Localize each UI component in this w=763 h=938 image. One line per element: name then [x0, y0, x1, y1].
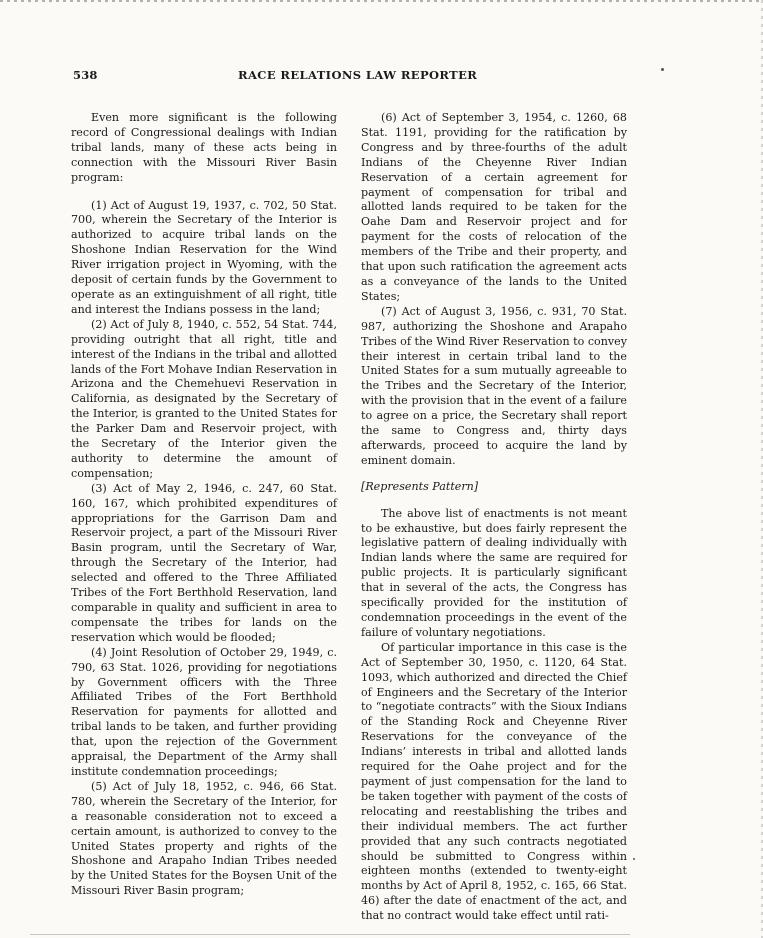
act-item-2: (2) Act of July 8, 1940, c. 552, 54 Stat. 744, providing outright that all right, title and interest of the Indians in the tribal and allotted lands of the Fort Mohave Indian Reservation in Arizona and the Chemehuevi Reservation in California, as designated by the Secretary of the Interior, is granted to the United States for the Parker Dam and Reservoir project, with the Secretary of the Interior given the authority to determine the amount of compensation; — [71, 317, 337, 480]
act-item-3: (3) Act of May 2, 1946, c. 247, 60 Stat. 160, 167, which prohibited expenditures of appropriations for the Garrison Dam and Reservoir project, a part of the Missouri River Basin program, until the Secretary of War, through the Secretary of the Interior, had selected and offered to the Three Affiliated Tribes of the Fort Berthhold Reservation, land comparable in quality and sufficient in area to compensate the tribes for lands on the reservation which would be flooded; — [71, 481, 337, 644]
body-paragraph: Of particular importance in this case is the Act of September 30, 1950, c. 1120, 64 Stat. 1093, which authorized and directed the Chief of Engineers and the Secretary of the Interior to “negotiate contracts” with the Sioux Indians of the Standing Rock and Cheyenne River Reservations for the conveyance of the Indians’ interests in tribal and allotted lands required for the Oahe project and for the payment of just compensation for the land to be taken together with payment of the costs of relocating and reestablishing the tribes and their individual members. The act further provided that any such contracts negotiated should be submitted to Congress within eighteen months (extended to twenty-eight months by Act of April 8, 1952, c. 165, 66 Stat. 46) after the date of enactment of the act, and that no contract would take effect until rati- — [361, 640, 627, 923]
act-item-7: (7) Act of August 3, 1956, c. 931, 70 Stat. 987, authorizing the Shoshone and Arapaho Tribes of the Wind River Reservation to convey their interest in certain tribal land to the United States for a sum mutually agreeable to the Tribes and the Secretary of the Interior, with the provision that in the event of a failure to agree on a price, the Secretary shall report the same to Congress and, thirty days afterwards, proceed to acquire the land by eminent domain. — [361, 304, 627, 467]
right-column — [361, 111, 627, 924]
act-item-6: (6) Act of September 3, 1954, c. 1260, 68 Stat. 1191, providing for the ratification by Congress and by three-fourths of the adult Indians of the Cheyenne River Indian Reservation of a certain agreement for payment of compensation for tribal and allotted lands required to be taken for the Oahe Dam and Reservoir project and for payment for the costs of relocation of the members of the Tribe and their property, and that upon such ratification the agreement acts as a conveyance of the lands to the United States; — [361, 111, 627, 303]
page-header — [73, 68, 633, 84]
act-item-1: (1) Act of August 19, 1937, c. 702, 50 Stat. 700, wherein the Secretary of the Interior is authorized to acquire tribal lands on the Shoshone Indian Reservation for the Wind River irrigation project in Wyoming, with the deposit of certain funds by the Government to operate as an extinguishment of all right, title and interest the Indians possess in the land; — [71, 198, 337, 316]
scan-speck — [633, 858, 635, 860]
act-item-5: (5) Act of July 18, 1952, c. 946, 66 Stat. 780, wherein the Secretary of the Interior, for a reasonable consideration not to exceed a certain amount, is authorized to convey to the United States property and rights of the Shoshone and Arapaho Indian Tribes needed by the United States for the Boysen Unit of the Missouri River Basin program; — [71, 779, 337, 898]
body-paragraph: The above list of enactments is not meant to be exhaustive, but does fairly represent the legislative pattern of dealing individually with Indian lands where the same are required for public projects. It is particularly significant that in several of the acts, the Congress has specifically provided for the institution of condemnation proceedings in the event of the failure of voluntary negotiations. — [361, 506, 627, 639]
intro-paragraph: Even more significant is the following record of Congressional dealings with Indian tribal lands, many of these acts being in connection with the Missouri River Basin program: — [71, 111, 337, 184]
page-edge-top — [0, 0, 763, 2]
section-subheading: [Represents Pattern] — [361, 479, 479, 493]
act-item-4: (4) Joint Resolution of October 29, 1949, c. 790, 63 Stat. 1026, providing for negotiations by Government officers with the Three Affiliated Tribes of the Fort Berthhold Reservation for payments for allotted and tribal lands to be taken, and further providing that, upon the rejection of the Government appraisal, the Department of the Army shall institute condemnation proceedings; — [71, 645, 337, 778]
scan-speck — [661, 68, 664, 71]
left-column — [71, 111, 337, 899]
running-head: RACE RELATIONS LAW REPORTER — [238, 68, 478, 82]
page-number: 538 — [73, 68, 98, 82]
page-edge-bottom — [30, 934, 630, 935]
